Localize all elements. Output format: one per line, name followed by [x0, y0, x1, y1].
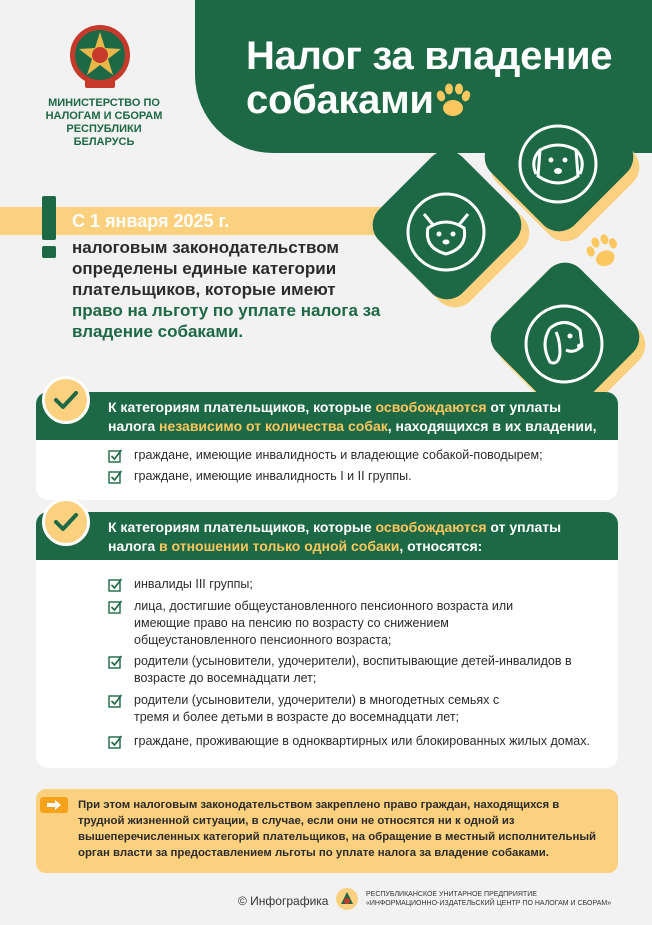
checkbox-icon	[108, 654, 123, 669]
section2-heading-mid: от уплаты налога	[108, 519, 562, 554]
section1-heading-pre: К категориям плательщиков, которые	[108, 399, 372, 415]
section1-heading-emph1: освобождаются	[375, 399, 487, 415]
checkbox-icon	[108, 734, 123, 749]
arrow-right-icon	[40, 797, 68, 813]
section2-heading-emph2: в отношении только одной собаки	[159, 538, 400, 554]
note-text: При этом налоговым законодательством закреплено право граждан, находящихся в трудной жизненной ситуации, в случае, если они не относятся ни к одной из вышеперечисленных категорий плательщиков, на обращение в местный исполнительный орган власти за предоставлением льготы по уплате налога за владение собаками.	[78, 799, 597, 859]
intro-main: налоговым законодательством определены единые категории плательщиков, которые имеют	[72, 238, 339, 299]
footer-credit: © Инфографика	[238, 894, 329, 908]
ministry-name: МИНИСТЕРСТВО ПО НАЛОГАМ И СБОРАМ РЕСПУБЛИКИ БЕЛАРУСЬ	[45, 97, 163, 148]
intro-highlight: право на льготу по уплате налога за владение собаками.	[72, 301, 381, 341]
checkbox-icon	[108, 693, 123, 708]
section2-heading-pre: К категориям плательщиков, которые	[108, 519, 372, 535]
section2-item-text: родители (усыновители, удочерители) в многодетных семьях с тремя и более детьми в возрасте до восемнадцати лет;	[134, 693, 500, 724]
paw-icon	[432, 80, 474, 122]
check-icon	[45, 501, 87, 543]
section2-item-text: граждане, проживающие в одноквартирных или блокированных жилых домах.	[134, 734, 590, 748]
section1-check-badge	[42, 376, 90, 424]
footer-org-line1: РЕСПУБЛИКАНСКОЕ УНИТАРНОЕ ПРЕДПРИЯТИЕ	[366, 891, 537, 898]
footer-org-line2: «ИНФОРМАЦИОННО-ИЗДАТЕЛЬСКИЙ ЦЕНТР ПО НАЛОГАМ И СБОРАМ»	[366, 900, 612, 907]
intro-text	[72, 237, 382, 342]
section2-item-text: лица, достигшие общеустановленного пенсионного возраста или имеющие право на пенсию по возрасту со снижением общеустановленного пенсионного возраста;	[134, 599, 514, 647]
checkbox-icon	[108, 599, 123, 614]
section2-heading-emph1: освобождаются	[375, 519, 487, 535]
checkbox-icon	[108, 577, 123, 592]
section1-heading-mid: от уплаты налога	[108, 399, 562, 434]
section2-heading	[108, 518, 608, 556]
checkbox-icon	[108, 469, 123, 484]
page-title: Налог за владение собаками	[246, 34, 613, 122]
checkbox-icon	[108, 448, 123, 463]
section1-item-text: граждане, имеющие инвалидность и владеющие собакой-поводырем;	[134, 448, 543, 462]
paw-small-icon	[583, 232, 623, 272]
spaniel-dog-icon	[520, 300, 608, 388]
spitz-dog-icon	[402, 188, 490, 276]
retriever-dog-icon	[514, 120, 602, 208]
effective-date: С 1 января 2025 г.	[72, 211, 230, 231]
section1-heading-post: , находящихся в их владении, относятся:	[108, 418, 597, 453]
section2-item-text: родители (усыновители, удочерители), воспитывающие детей-инвалидов в возрасте до восемнадцати лет;	[134, 654, 572, 685]
arrow-badge	[40, 797, 68, 813]
section1-item-text: граждане, имеющие инвалидность I и II группы.	[134, 469, 412, 483]
footer-org	[366, 890, 636, 908]
exclamation-icon	[40, 196, 58, 258]
publisher-logo-icon	[334, 886, 360, 912]
check-icon	[45, 379, 87, 421]
ministry-emblem-icon	[67, 22, 133, 90]
section2-check-badge	[42, 498, 90, 546]
section1-heading-emph2: независимо от количества собак	[159, 418, 388, 434]
section2-item-text: инвалиды III группы;	[134, 577, 253, 591]
section2-heading-post: , относятся:	[399, 538, 483, 554]
